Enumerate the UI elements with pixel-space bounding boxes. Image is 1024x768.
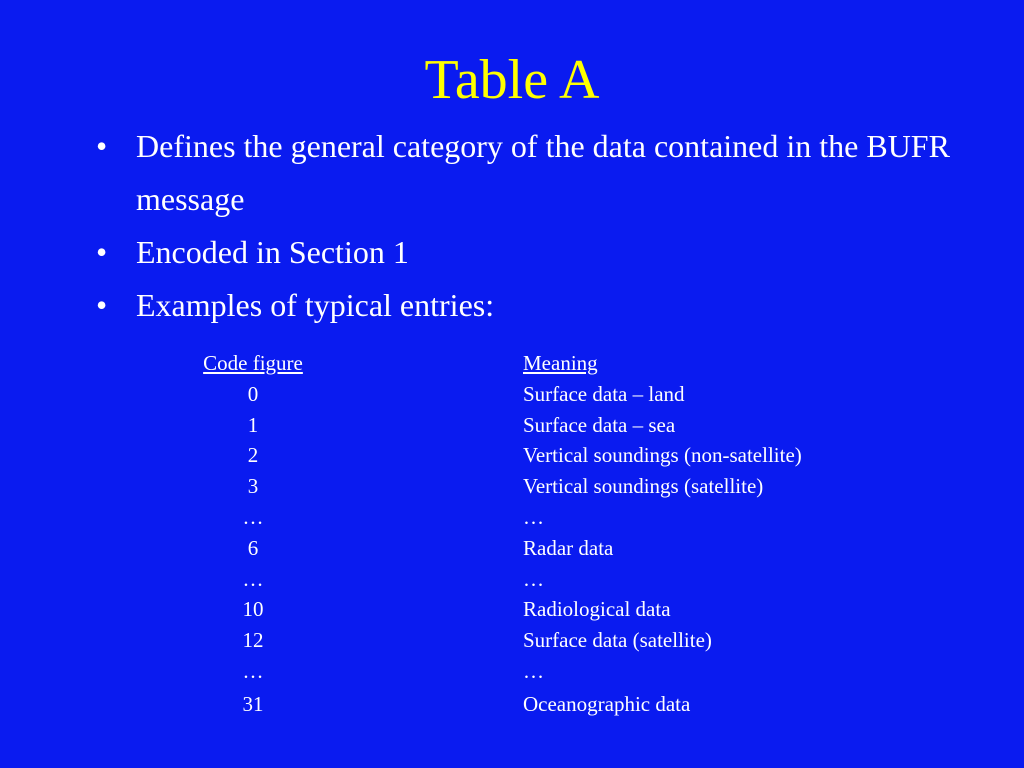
table-row xyxy=(200,594,920,625)
code-cell: 1 xyxy=(247,412,259,437)
code-figure-header: Code figure xyxy=(203,351,303,375)
table-row xyxy=(200,689,920,720)
code-cell: … xyxy=(242,566,264,591)
code-cell: 6 xyxy=(247,535,259,560)
code-cell: 31 xyxy=(242,691,264,716)
bullet-item xyxy=(96,279,956,332)
bullet-marker: • xyxy=(96,128,108,164)
meaning-cell: Radar data xyxy=(523,535,614,560)
bullet-item xyxy=(96,226,956,279)
meaning-cell: Surface data – land xyxy=(523,381,685,406)
code-cell: 0 xyxy=(247,381,259,406)
table-row xyxy=(200,410,920,441)
meaning-cell: … xyxy=(523,658,544,683)
bullet-list xyxy=(96,120,956,332)
code-cell: 3 xyxy=(247,474,259,499)
code-table xyxy=(200,348,920,720)
table-row xyxy=(200,533,920,564)
meaning-cell: Radiological data xyxy=(523,597,671,622)
code-cell: … xyxy=(242,504,264,529)
meaning-header: Meaning xyxy=(523,351,598,375)
slide-title: Table A xyxy=(424,49,600,111)
meaning-cell: Vertical soundings (satellite) xyxy=(523,474,764,499)
bullet-text: Examples of typical entries: xyxy=(136,287,495,323)
meaning-cell: … xyxy=(523,504,544,529)
code-cell: … xyxy=(242,658,264,683)
table-row xyxy=(200,625,920,656)
table-row xyxy=(200,502,920,533)
bullet-text: Encoded in Section 1 xyxy=(136,234,409,270)
bullet-item xyxy=(96,120,956,226)
bullet-marker: • xyxy=(96,287,108,323)
meaning-cell: Oceanographic data xyxy=(523,691,691,716)
meaning-cell: Surface data (satellite) xyxy=(523,628,712,653)
meaning-cell: Vertical soundings (non-satellite) xyxy=(523,443,802,468)
code-cell: 2 xyxy=(247,443,259,468)
table-row xyxy=(200,471,920,502)
table-row xyxy=(200,379,920,410)
table-row xyxy=(200,656,920,687)
code-cell: 12 xyxy=(242,628,264,653)
table-row xyxy=(200,440,920,471)
code-cell: 10 xyxy=(242,597,264,622)
bullet-marker: • xyxy=(96,234,108,270)
meaning-cell: Surface data – sea xyxy=(523,412,676,437)
table-header-row xyxy=(200,348,920,379)
meaning-cell: … xyxy=(523,566,544,591)
bullet-text: Defines the general category of the data contained in the BUFR message xyxy=(136,128,950,217)
table-row xyxy=(200,564,920,595)
